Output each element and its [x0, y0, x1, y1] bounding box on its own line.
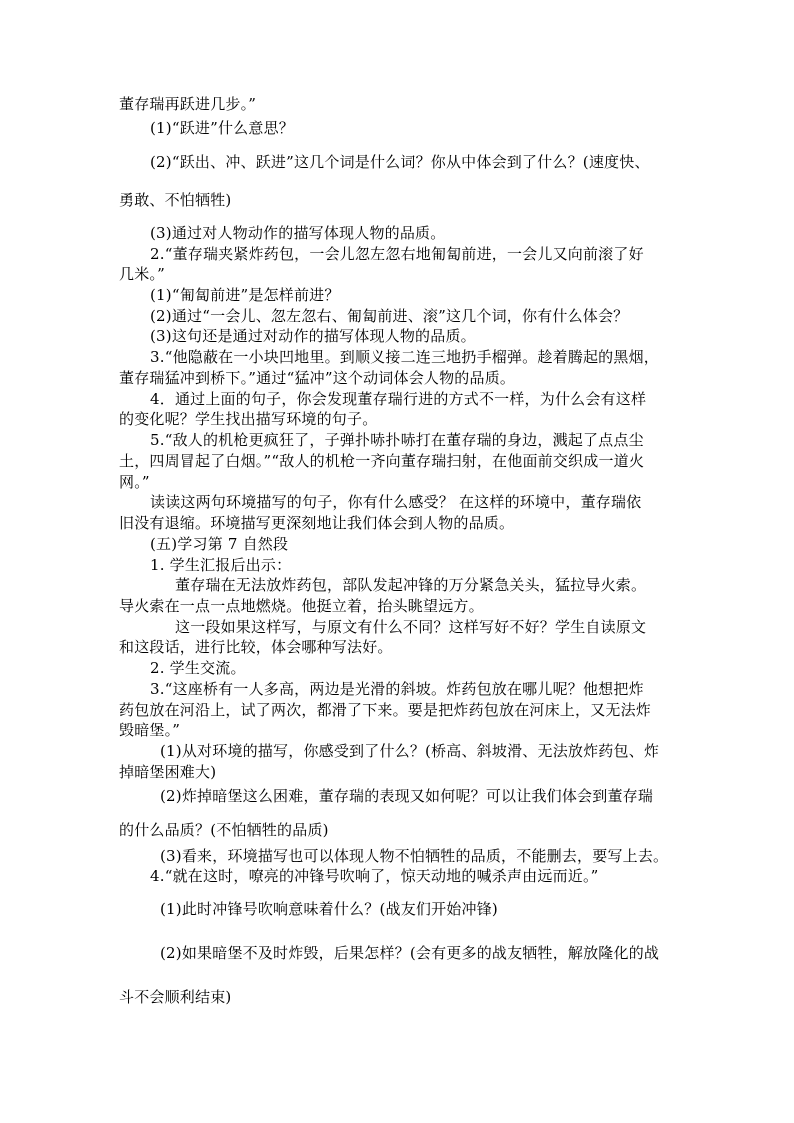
text-line: (1)此时冲锋号吹响意味着什么？(战友们开始冲锋)	[160, 900, 498, 918]
text-line: 旧没有退缩。环境描写更深刻地让我们体会到人物的品质。	[119, 514, 515, 532]
text-line: (2)通过“一会儿、忽左忽右、匍匐前进、滚”这几个词，你有什么体会？	[150, 307, 629, 325]
text-line: 网。”	[119, 473, 150, 491]
text-line: 2. 学生交流。	[150, 659, 246, 677]
text-line: 读读这两句环境描写的句子，你有什么感受？ 在这样的环境中，董存瑞依	[150, 493, 642, 511]
text-line: 勇敢、不怕牺牲)	[119, 191, 232, 209]
text-line: 掉暗堡困难大)	[119, 763, 217, 781]
text-line: 的什么品质？(不怕牺牲的品质)	[119, 821, 329, 839]
text-line: 1. 学生汇报后出示：	[150, 556, 292, 574]
text-line: 这一段如果这样写，与原文有什么不同？这样写好不好？学生自读原文	[175, 618, 647, 636]
text-line: 斗不会顺利结束)	[119, 988, 232, 1006]
text-line: 毁暗堡。”	[119, 721, 181, 739]
text-line: (1)“匍匐前进”是怎样前进？	[150, 286, 340, 304]
text-line: 和这段话，进行比较，体会哪种写法好。	[119, 638, 393, 656]
text-line: 4.“就在这时，嘹亮的冲锋号吹响了，惊天动地的喊杀声由远而近。”	[150, 867, 599, 885]
text-line: 董存瑞猛冲到桥下。”通过“猛冲”这个动词体会人物的品质。	[119, 369, 516, 387]
text-line: 药包放在河沿上，试了两次，都滑了下来。要是把炸药包放在河床上，又无法炸	[119, 701, 652, 719]
text-line: 董存瑞再跃进几步。”	[119, 95, 257, 113]
text-line: (3)通过对人物动作的描写体现人物的品质。	[150, 224, 446, 242]
text-line: 土，四周冒起了白烟。”“敌人的机枪一齐向董存瑞扫射，在他面前交织成一道火	[119, 452, 645, 470]
text-line: 2.“董存瑞夹紧炸药包，一会儿忽左忽右地匍匐前进，一会儿又向前滚了好	[150, 245, 644, 263]
text-line: (2)炸掉暗堡这么困难，董存瑞的表现又如何呢？可以让我们体会到董存瑞	[160, 787, 654, 805]
text-line: (3)这句还是通过对动作的描写体现人物的品质。	[150, 327, 476, 345]
text-line: (五)学习第 7 自然段	[150, 535, 289, 553]
text-line: (2)如果暗堡不及时炸毁，后果怎样？(会有更多的战友牺牲，解放隆化的战	[160, 944, 660, 962]
text-line: 4．通过上面的句子，你会发现董存瑞行进的方式不一样，为什么会有这样	[150, 390, 647, 408]
text-line: (2)“跃出、冲、跃进”这几个词是什么词？你从中体会到了什么？(速度快、	[150, 153, 650, 171]
text-line: 3.“这座桥有一人多高，两边是光滑的斜坡。炸药包放在哪儿呢？他想把炸	[150, 680, 644, 698]
text-line: 3.“他隐蔽在一小块凹地里。到顺义接二连三地扔手榴弹。趁着腾起的黑烟，	[150, 348, 659, 366]
text-line: 5.“敌人的机枪更疯狂了，子弹扑哧扑哧打在董存瑞的身边，溅起了点点尘	[150, 431, 644, 449]
text-line: 的变化呢？学生找出描写环境的句子。	[119, 410, 378, 428]
text-line: 几米。”	[119, 265, 165, 283]
text-line: (1)从对环境的描写，你感受到了什么？(桥高、斜坡滑、无法放炸药包、炸	[160, 742, 660, 760]
text-line: (1)“跃进”什么意思？	[150, 119, 294, 137]
text-line: 董存瑞在无法放炸药包，部队发起冲锋的万分紧急关头，猛拉导火索。	[175, 576, 647, 594]
text-line: (3)看来，环境描写也可以体现人物不怕牺牲的品质，不能删去，要写上去。	[160, 847, 669, 865]
text-line: 导火索在一点一点地燃烧。他挺立着，抬头眺望远方。	[119, 597, 484, 615]
